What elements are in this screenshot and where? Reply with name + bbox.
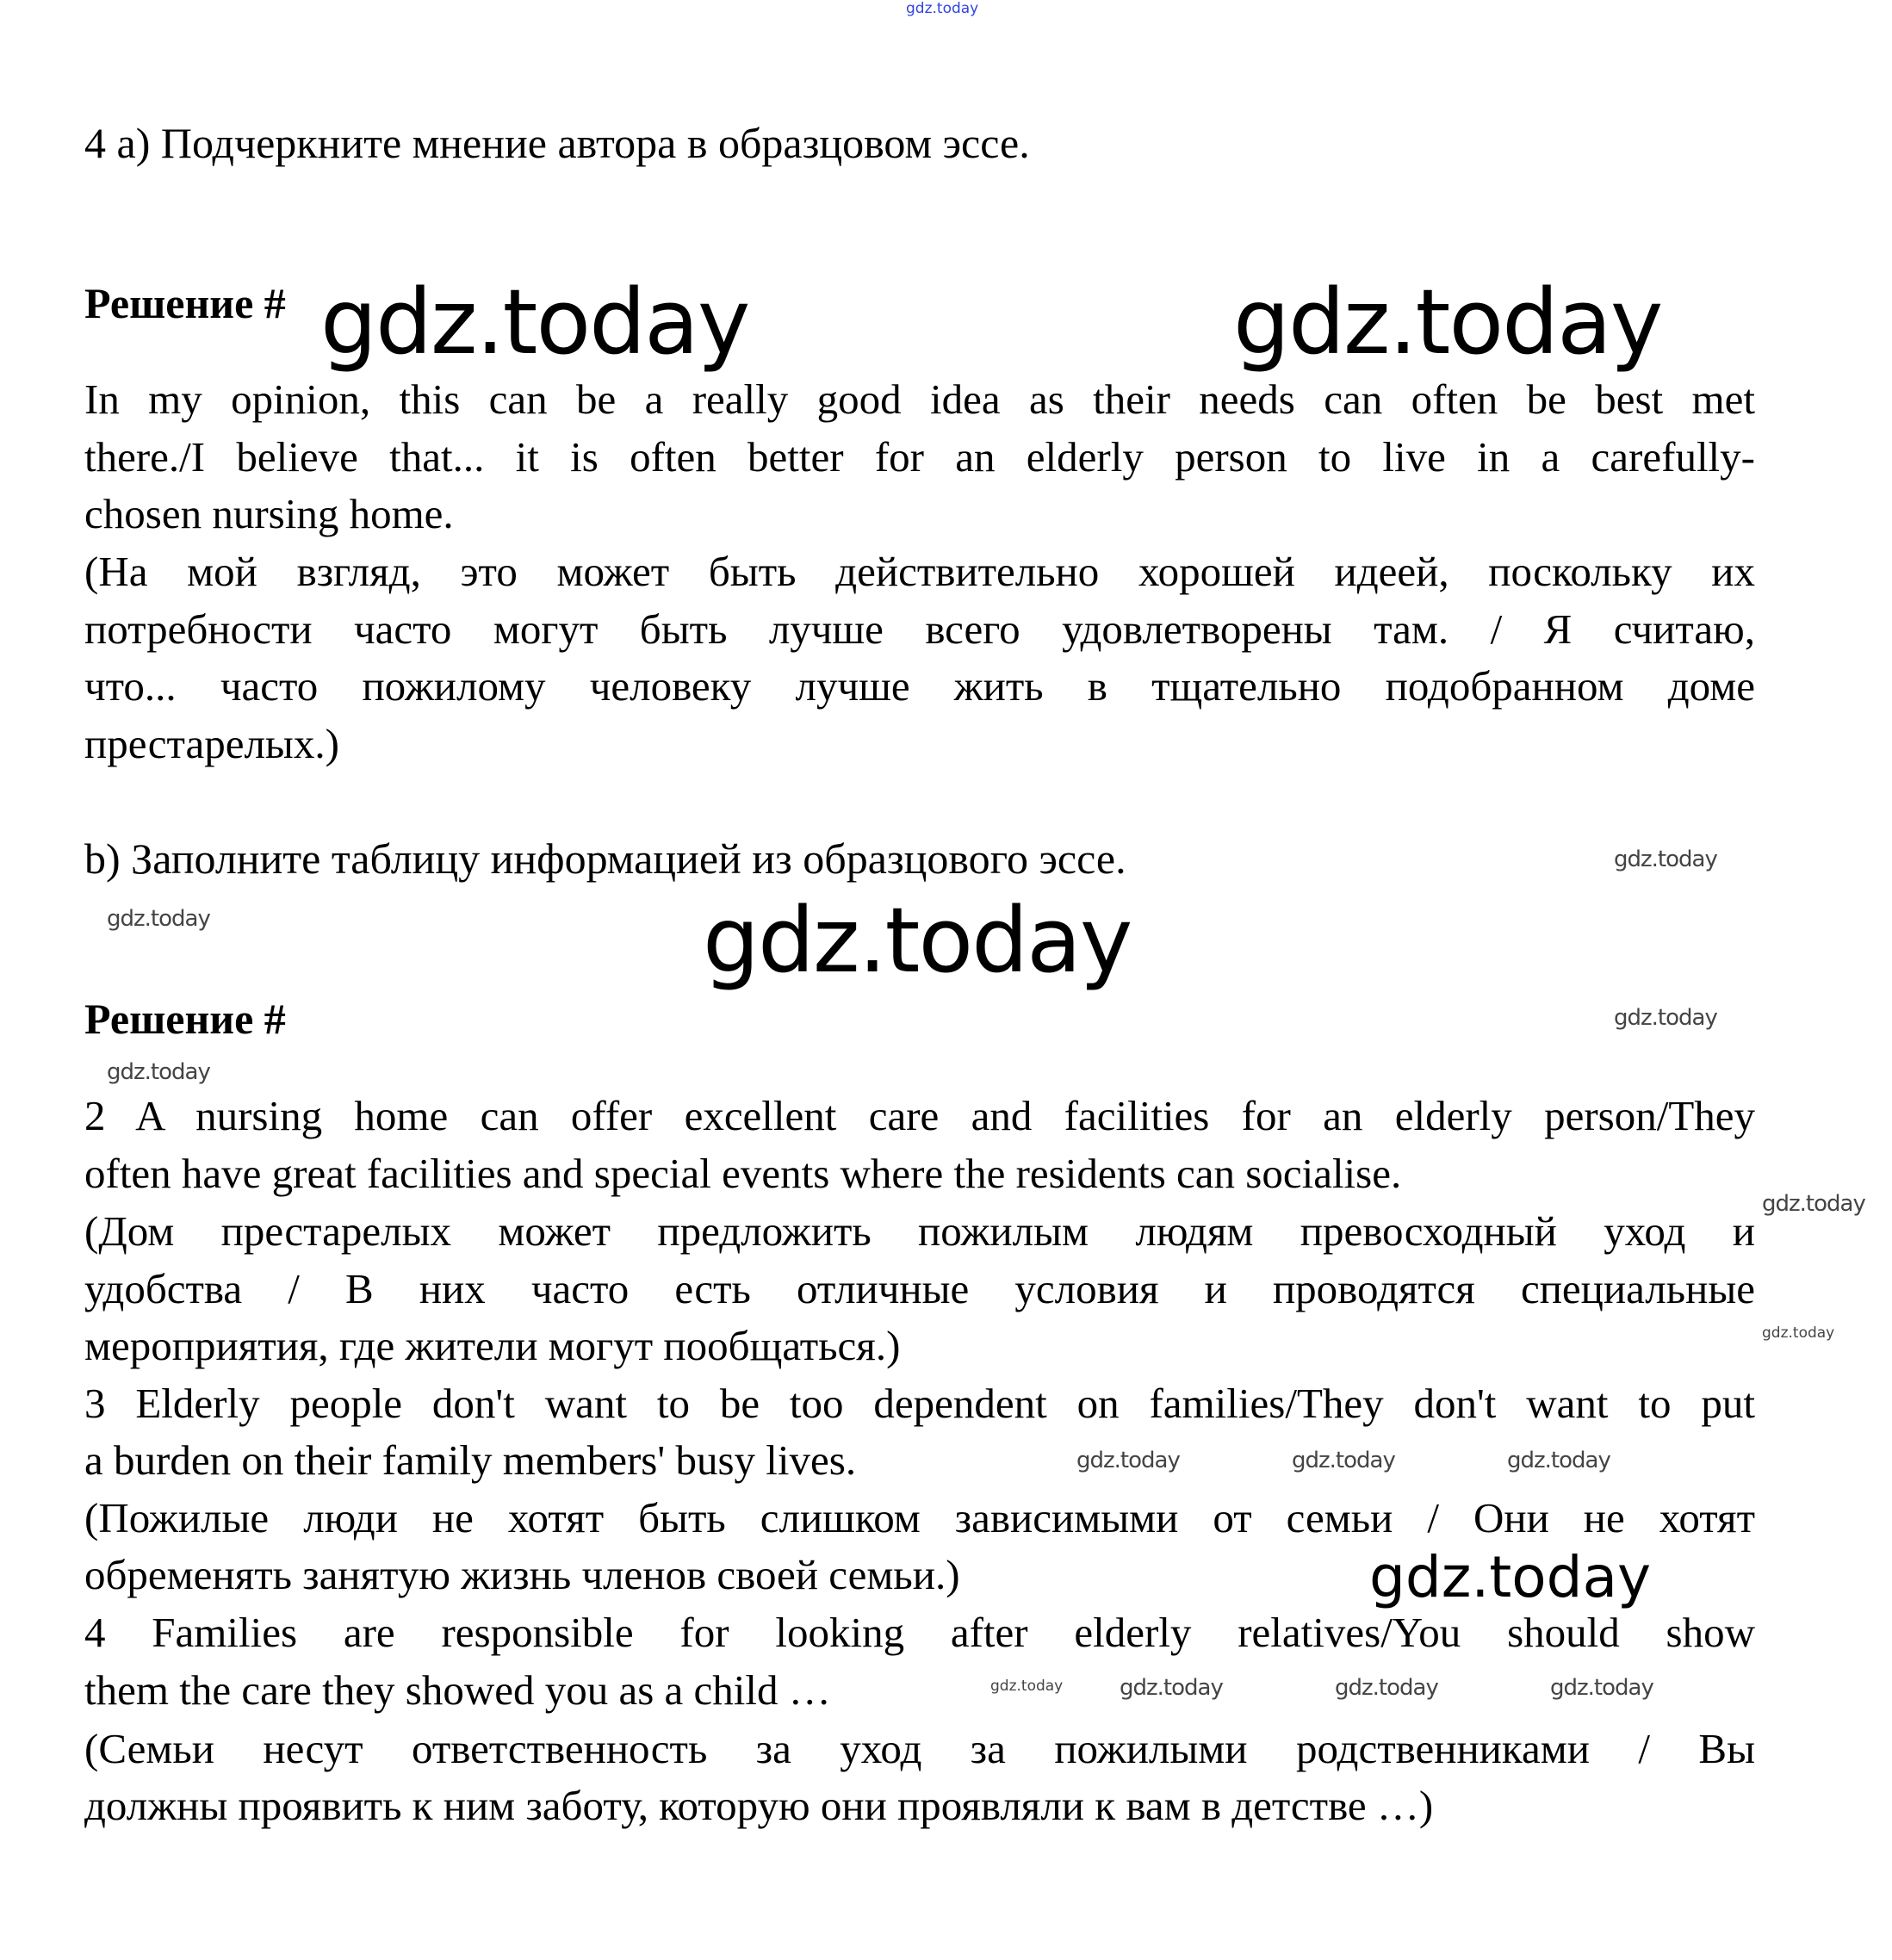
answer-line: a burden on their family members' busy lives. [84,1436,857,1484]
answer-line: In my opinion, this can be a really good idea as their needs can often be best met [84,375,1755,423]
watermark-small: gdz.today [1076,1448,1180,1473]
watermark-top[interactable]: gdz.today [906,0,979,17]
translation-line: (Дом престарелых может предложить пожилым людям превосходный уход и [84,1207,1755,1255]
translation-line: что... часто пожилому человеку лучше жить в тщательно подобранном доме [84,662,1755,710]
translation-line: обременять занятую жизнь членов своей семьи.) [84,1551,960,1598]
watermark-large: gdz.today [320,270,749,375]
watermark-small: gdz.today [1762,1324,1835,1342]
watermark-small: gdz.today [107,1059,210,1085]
answer-line: often have great facilities and special events where the residents can socialise. [84,1150,1402,1197]
solution-label: Решение # [84,279,286,327]
translation-line: мероприятия, где жители могут пообщаться.) [84,1322,901,1369]
watermark-small: gdz.today [1335,1675,1438,1701]
watermark-small: gdz.today [1550,1675,1653,1701]
watermark-small: gdz.today [1292,1448,1395,1473]
translation-line: (На мой взгляд, это может быть действительно хорошей идеей, поскольку их [84,548,1755,595]
answer-line: 4 Families are responsible for looking after elderly relatives/You should show [84,1609,1755,1656]
answer-line: there./I believe that... it is often better for an elderly person to live in a carefully- [84,433,1755,481]
watermark-large: gdz.today [703,888,1132,993]
watermark-small: gdz.today [990,1678,1064,1695]
answer-line: chosen nursing home. [84,490,454,537]
translation-line: престарелых.) [84,720,339,767]
watermark-small: gdz.today [1614,847,1717,872]
translation-line: должны проявить к ним заботу, которую они проявляли к вам в детстве …) [84,1782,1434,1829]
task-b-heading: b) Заполните таблицу информацией из образцового эссе. [84,834,1126,883]
answer-line: 2 A nursing home can offer excellent care and facilities for an elderly person/They [84,1092,1755,1139]
watermark-small: gdz.today [1120,1675,1223,1701]
answer-line: 3 Elderly people don't want to be too dependent on families/They don't want to put [84,1380,1755,1427]
watermark-small: gdz.today [1614,1005,1717,1031]
translation-line: потребности часто могут быть лучше всего удовлетворены там. / Я считаю, [84,605,1755,653]
translation-line: (Семьи несут ответственность за уход за пожилыми родственниками / Вы [84,1725,1755,1772]
translation-line: (Пожилые люди не хотят быть слишком зависимыми от семьи / Они не хотят [84,1494,1755,1541]
translation-line: удобства / В них часто есть отличные условия и проводятся специальные [84,1265,1755,1312]
watermark-medium: gdz.today [1369,1544,1652,1610]
solution-label: Решение # [84,995,286,1043]
watermark-large: gdz.today [1233,270,1662,375]
watermark-small: gdz.today [1507,1448,1610,1473]
answer-line: them the care they showed you as a child … [84,1666,831,1714]
watermark-small: gdz.today [1762,1191,1865,1217]
watermark-small: gdz.today [107,906,210,932]
task-a-heading: 4 a) Подчеркните мнение автора в образцовом эссе. [84,119,1030,167]
